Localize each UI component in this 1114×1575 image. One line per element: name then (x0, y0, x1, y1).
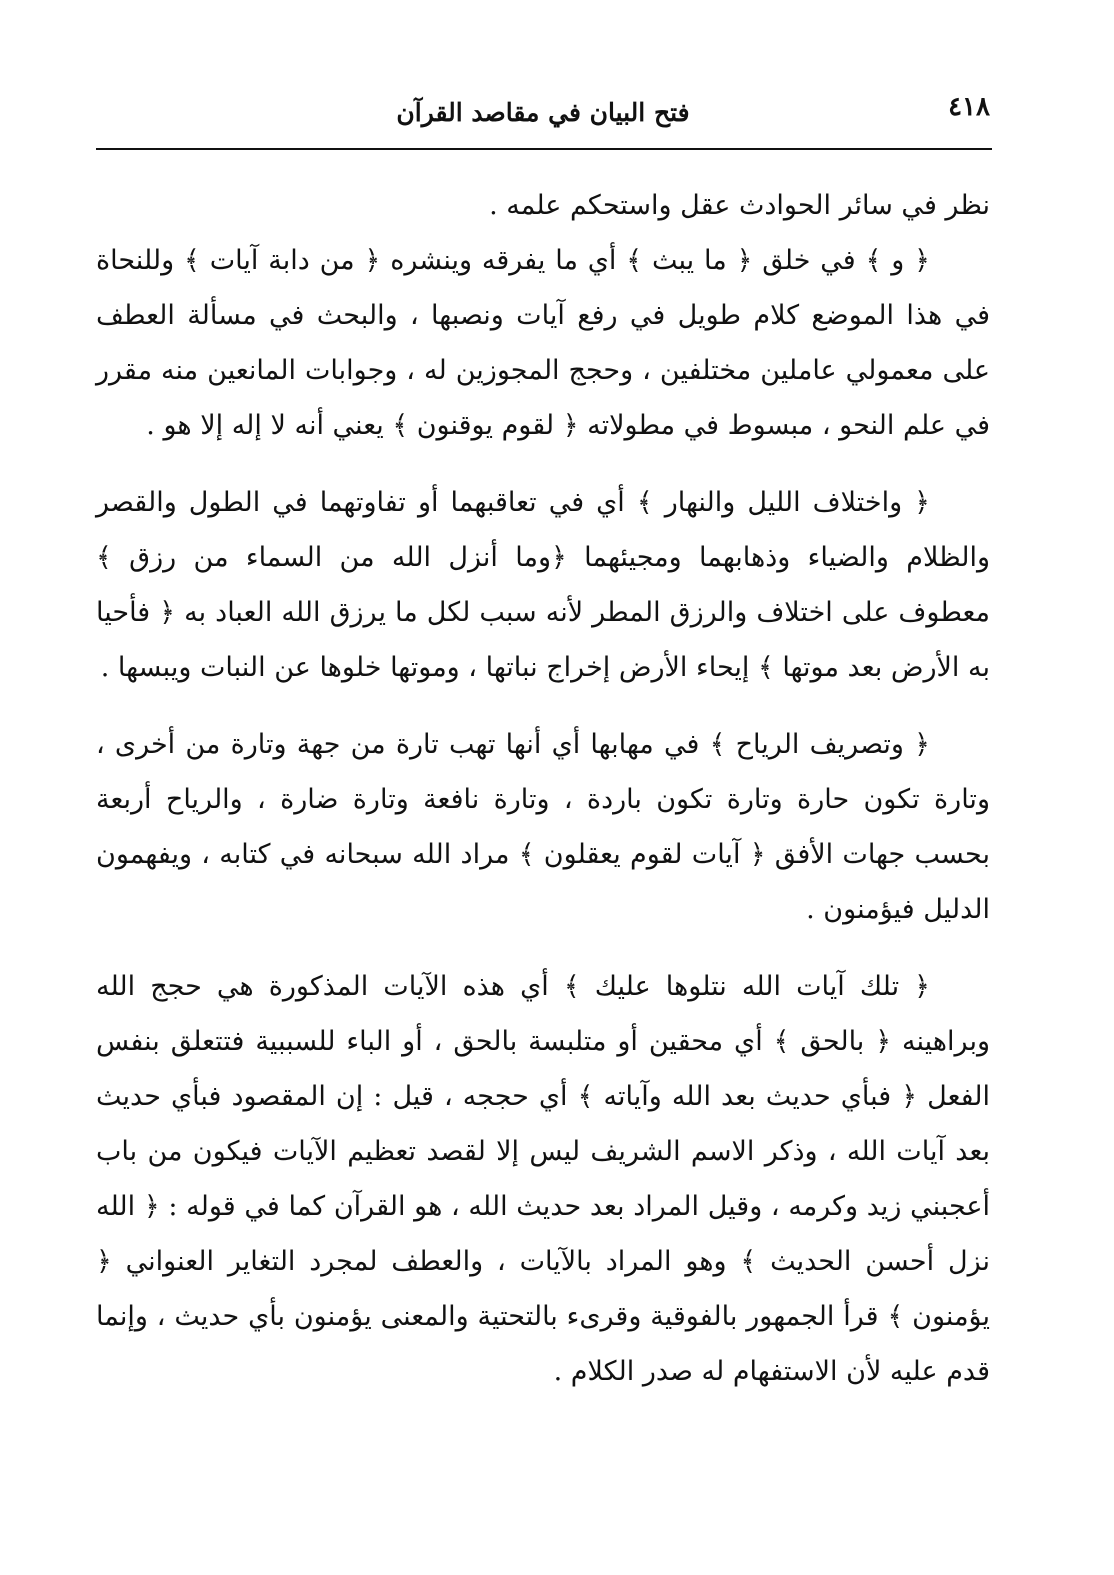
page-header (96, 84, 990, 144)
paragraph: ﴿ تلك آيات الله نتلوها عليك ﴾ أي هذه الآيات المذكورة هي حجج الله وبراهينه ﴿ بالحق ﴾ أي محقين أو متلبسة بالحق ، أو الباء للسببية فتتعلق بنفس الفعل ﴿ فبأي حديث بعد الله وآياته ﴾ أي حججه ، قيل : إن المقصود فبأي حديث بعد آيات الله ، وذكر الاسم الشريف ليس إلا لقصد تعظيم الآيات فيكون من باب أعجبني زيد وكرمه ، وقيل المراد بعد حديث الله ، هو القرآن كما في قوله : ﴿ الله نزل أحسن الحديث ﴾ وهو المراد بالآيات ، والعطف لمجرد التغاير العنواني ﴿ يؤمنون ﴾ قرأ الجمهور بالفوقية وقرىء بالتحتية والمعنى يؤمنون بأي حديث ، وإنما قدم عليه لأن الاستفهام له صدر الكلام . (96, 971, 990, 1387)
paragraph: ﴿ و ﴾ في خلق ﴿ ما يبث ﴾ أي ما يفرقه وينشره ﴿ من دابة آيات ﴾ وللنحاة في هذا الموضع كلام طويل في رفع آيات ونصبها ، والبحث في مسألة العطف على معمولي عاملين مختلفين ، وحجج المجوزين له ، وجوابات المانعين منه مقرر في علم النحو ، مبسوط في مطولاته ﴿ لقوم يوقنون ﴾ يعني أنه لا إله إلا هو . (96, 245, 990, 441)
running-title: فتح البيان في مقاصد القرآن (396, 98, 690, 127)
header-rule (96, 148, 992, 150)
paragraph: ﴿ واختلاف الليل والنهار ﴾ أي في تعاقبهما أو تفاوتهما في الطول والقصر والظلام والضياء وذهابهما ومجيئهما ﴿وما أنزل الله من السماء من رزق ﴾ معطوف على اختلاف والرزق المطر لأنه سبب لكل ما يرزق الله العباد به ﴿ فأحيا به الأرض بعد موتها ﴾ إيحاء الأرض إخراج نباتها ، وموتها خلوها عن النبات ويبسها . (96, 487, 990, 683)
page-body (96, 178, 990, 1399)
paragraph-continuation: نظر في سائر الحوادث عقل واستحكم علمه . (489, 190, 990, 221)
paragraph: ﴿ وتصريف الرياح ﴾ في مهابها أي أنها تهب تارة من جهة وتارة من أخرى ، وتارة تكون حارة وتارة تكون باردة ، وتارة نافعة وتارة ضارة ، والرياح أربعة بحسب جهات الأفق ﴿ آيات لقوم يعقلون ﴾ مراد الله سبحانه في كتابه ، ويفهمون الدليل فيؤمنون . (96, 729, 990, 925)
page-number: ٤١٨ (948, 92, 990, 122)
